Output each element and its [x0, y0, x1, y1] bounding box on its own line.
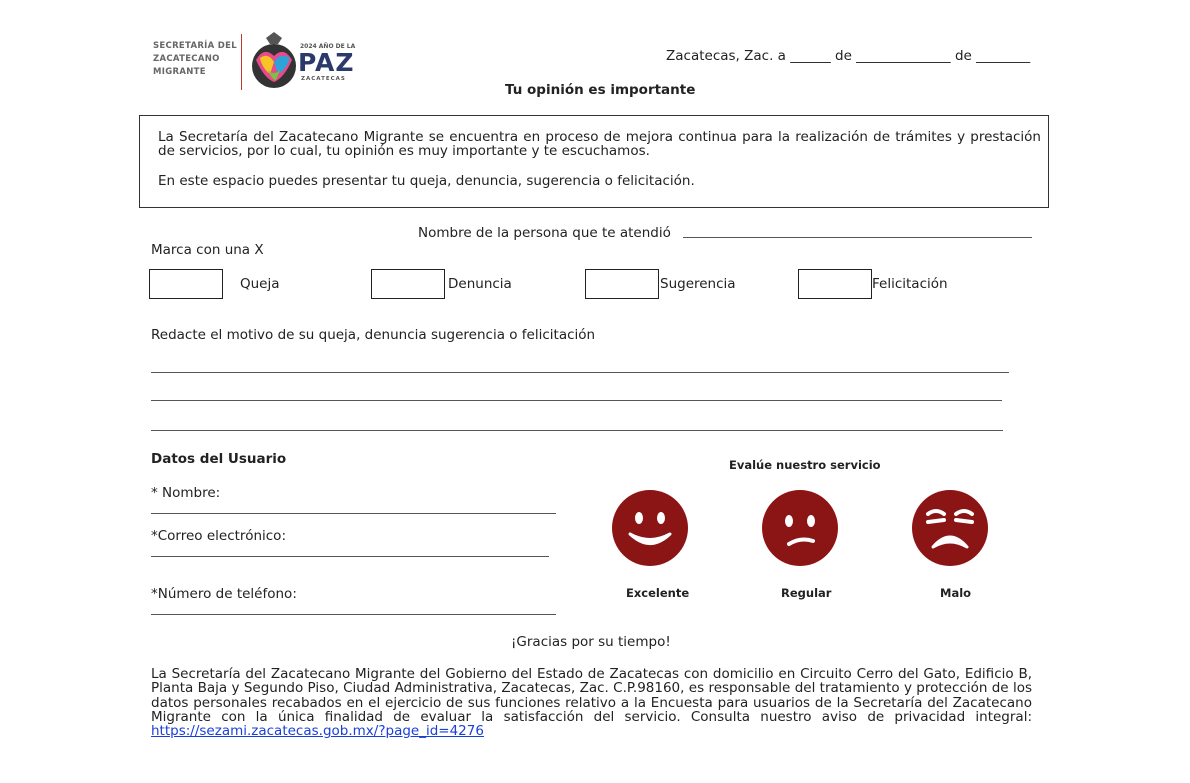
org-name-line2: ZACATECANO [153, 54, 220, 64]
sugerencia-checkbox[interactable] [585, 269, 659, 299]
dove-logo-icon [250, 30, 298, 94]
intro-paragraph-2: En este espacio puedes presentar tu queja, denuncia, sugerencia o felicitación. [158, 173, 695, 189]
malo-face-icon[interactable] [911, 489, 989, 567]
felicitacion-checkbox[interactable] [798, 269, 872, 299]
queja-checkbox[interactable] [149, 269, 223, 299]
queja-label: Queja [240, 276, 280, 292]
reason-line-2[interactable] [151, 400, 1002, 401]
name-field[interactable] [151, 513, 556, 514]
logo-year-text: 2024 AÑO DE LA [300, 43, 356, 50]
reason-line-3[interactable] [151, 430, 1003, 431]
mark-instruction: Marca con una X [151, 242, 264, 258]
regular-label: Regular [781, 586, 832, 600]
denuncia-label: Denuncia [448, 276, 512, 292]
email-label: *Correo electrónico: [151, 528, 286, 544]
name-label: * Nombre: [151, 485, 221, 501]
email-field[interactable] [151, 556, 549, 557]
malo-label: Malo [940, 586, 972, 600]
reason-line-1[interactable] [151, 372, 1009, 373]
denuncia-checkbox[interactable] [371, 269, 445, 299]
intro-paragraph-1: La Secretaría del Zacatecano Migrante se encuentra en proceso de mejora continua para la realización de trámites y prestación de servicios, por lo cual, tu opinión es muy importante y te escuchamos. [158, 129, 1041, 159]
phone-field[interactable] [151, 614, 556, 615]
logo-paz-text: PAZ [298, 48, 355, 77]
attended-by-label: Nombre de la persona que te atendió [418, 225, 671, 241]
privacy-link[interactable]: https://sezami.zacatecas.gob.mx/?page_id=4276 [151, 723, 484, 740]
felicitacion-label: Felicitación [872, 276, 948, 292]
page-title: Tu opinión es importante [505, 82, 696, 98]
privacy-notice-text: La Secretaría del Zacatecano Migrante del Gobierno del Estado de Zacatecas con domicilio en Circuito Cerro del Gato, Edificio B, Planta Baja y Segundo Piso, Ciudad Administrativa, Zacatecas, Zac. C.P.98160, es responsable del tratamiento y protección de los datos personales recabados en el ejercicio de sus funciones relativo a la Encuesta para usuarios de la Secretaría del Zacatecano Migrante con la única finalidad de evaluar la satisfacción del servicio. Consulta nuestro aviso de privacidad integral: [151, 666, 1032, 725]
date-line: Zacatecas, Zac. a ______ de ______________ de ________ [666, 48, 1031, 64]
org-name-line1: SECRETARÍA DEL [153, 41, 237, 51]
thanks-text: ¡Gracias por su tiempo! [511, 634, 671, 650]
org-name-line3: MIGRANTE [153, 67, 206, 77]
excelente-label: Excelente [626, 586, 690, 600]
attended-by-field[interactable] [683, 237, 1032, 238]
privacy-notice [151, 667, 1032, 738]
user-data-title: Datos del Usuario [151, 451, 287, 467]
reason-label: Redacte el motivo de su queja, denuncia sugerencia o felicitación [151, 327, 596, 343]
logo-state-text: ZACATECAS [301, 76, 346, 82]
phone-label: *Número de teléfono: [151, 586, 297, 602]
excelente-face-icon[interactable] [611, 489, 689, 567]
logo-divider [241, 34, 242, 90]
regular-face-icon[interactable] [761, 489, 839, 567]
org-name [153, 40, 237, 79]
sugerencia-label: Sugerencia [660, 276, 736, 292]
rating-title: Evalúe nuestro servicio [729, 458, 881, 472]
